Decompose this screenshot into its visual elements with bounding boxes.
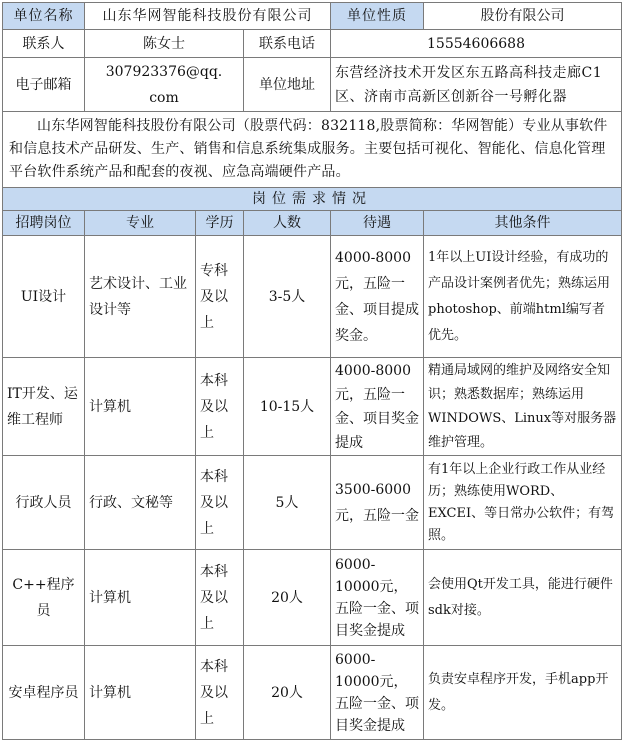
job-education: 本科及以上 bbox=[196, 550, 244, 646]
company-label: 单位名称 bbox=[3, 3, 85, 30]
phone-label: 联系电话 bbox=[244, 30, 331, 58]
company-intro: 山东华网智能科技股份有限公司（股票代码：832118,股票简称：华网智能）专业从事软件和信息技术产品研发、生产、销售和信息系统集成服务。主要包括可视化、智能化、信息化管理平台软件系统产品和配套的夜视、应急高端硬件产品。 bbox=[3, 112, 622, 188]
email-value[interactable]: 307923376@qq. com bbox=[85, 58, 244, 112]
phone-number: 15554606688 bbox=[331, 30, 622, 58]
job-requirements: 会使用Qt开发工具，能进行硬件sdk对接。 bbox=[424, 550, 622, 646]
job-requirements: 有1年以上企业行政工作从业经历；熟练使用WORD、EXCEI、等日常办公软件；有驾照。 bbox=[424, 456, 622, 550]
column-header: 其他条件 bbox=[424, 211, 622, 236]
nature-label: 单位性质 bbox=[331, 3, 424, 30]
section-title: 岗位需求情况 bbox=[3, 188, 622, 211]
section-title-row bbox=[3, 188, 622, 211]
job-pay: 4000-8000元，五险一金、项目提成奖金。 bbox=[331, 236, 424, 358]
job-count: 20人 bbox=[244, 550, 331, 646]
column-header: 人数 bbox=[244, 211, 331, 236]
column-header: 待遇 bbox=[331, 211, 424, 236]
job-count: 10-15人 bbox=[244, 358, 331, 456]
job-major: 计算机 bbox=[85, 646, 196, 740]
recruitment-table bbox=[2, 2, 622, 740]
job-education: 专科及以上 bbox=[196, 236, 244, 358]
job-major: 艺术设计、工业设计等 bbox=[85, 236, 196, 358]
table-row bbox=[3, 236, 622, 358]
recruitment-sheet bbox=[2, 2, 621, 740]
column-header-row bbox=[3, 211, 622, 236]
column-header: 招聘岗位 bbox=[3, 211, 85, 236]
job-pay: 4000-8000元，五险一金、项目奖金提成 bbox=[331, 358, 424, 456]
column-header: 专业 bbox=[85, 211, 196, 236]
info-row-company bbox=[3, 3, 622, 30]
job-pay: 6000-10000元，五险一金、项目奖金提成 bbox=[331, 646, 424, 740]
job-education: 本科及以上 bbox=[196, 456, 244, 550]
job-major: 行政、文秘等 bbox=[85, 456, 196, 550]
job-count: 3-5人 bbox=[244, 236, 331, 358]
company-nature: 股份有限公司 bbox=[424, 3, 622, 30]
job-requirements: 1年以上UI设计经验，有成功的产品设计案例者优先；熟练运用photoshop、前端html编写者优先。 bbox=[424, 236, 622, 358]
table-row bbox=[3, 646, 622, 740]
address-value: 东营经济技术开发区东五路高科技走廊C1区、济南市高新区创新谷一号孵化器 bbox=[331, 58, 622, 112]
table-row bbox=[3, 550, 622, 646]
job-major: 计算机 bbox=[85, 358, 196, 456]
company-name: 山东华网智能科技股份有限公司 bbox=[85, 3, 331, 30]
job-education: 本科及以上 bbox=[196, 646, 244, 740]
info-row-contact bbox=[3, 30, 622, 58]
job-education: 本科及以上 bbox=[196, 358, 244, 456]
job-post: 行政人员 bbox=[3, 456, 85, 550]
job-post: UI设计 bbox=[3, 236, 85, 358]
job-pay: 3500-6000元，五险一金 bbox=[331, 456, 424, 550]
info-row-email bbox=[3, 58, 622, 112]
address-label: 单位地址 bbox=[244, 58, 331, 112]
job-major: 计算机 bbox=[85, 550, 196, 646]
intro-row bbox=[3, 112, 622, 188]
job-count: 5人 bbox=[244, 456, 331, 550]
table-row bbox=[3, 358, 622, 456]
job-count: 20人 bbox=[244, 646, 331, 740]
job-post: 安卓程序员 bbox=[3, 646, 85, 740]
contact-name: 陈女士 bbox=[85, 30, 244, 58]
job-pay: 6000-10000元，五险一金、项目奖金提成 bbox=[331, 550, 424, 646]
job-requirements: 负责安卓程序开发，手机app开发。 bbox=[424, 646, 622, 740]
email-label: 电子邮箱 bbox=[3, 58, 85, 112]
job-post: C++程序员 bbox=[3, 550, 85, 646]
contact-label: 联系人 bbox=[3, 30, 85, 58]
column-header: 学历 bbox=[196, 211, 244, 236]
job-post: IT开发、运维工程师 bbox=[3, 358, 85, 456]
job-requirements: 精通局域网的维护及网络安全知识；熟悉数据库；熟练运用WINDOWS、Linux等对服务器维护管理。 bbox=[424, 358, 622, 456]
table-row bbox=[3, 456, 622, 550]
